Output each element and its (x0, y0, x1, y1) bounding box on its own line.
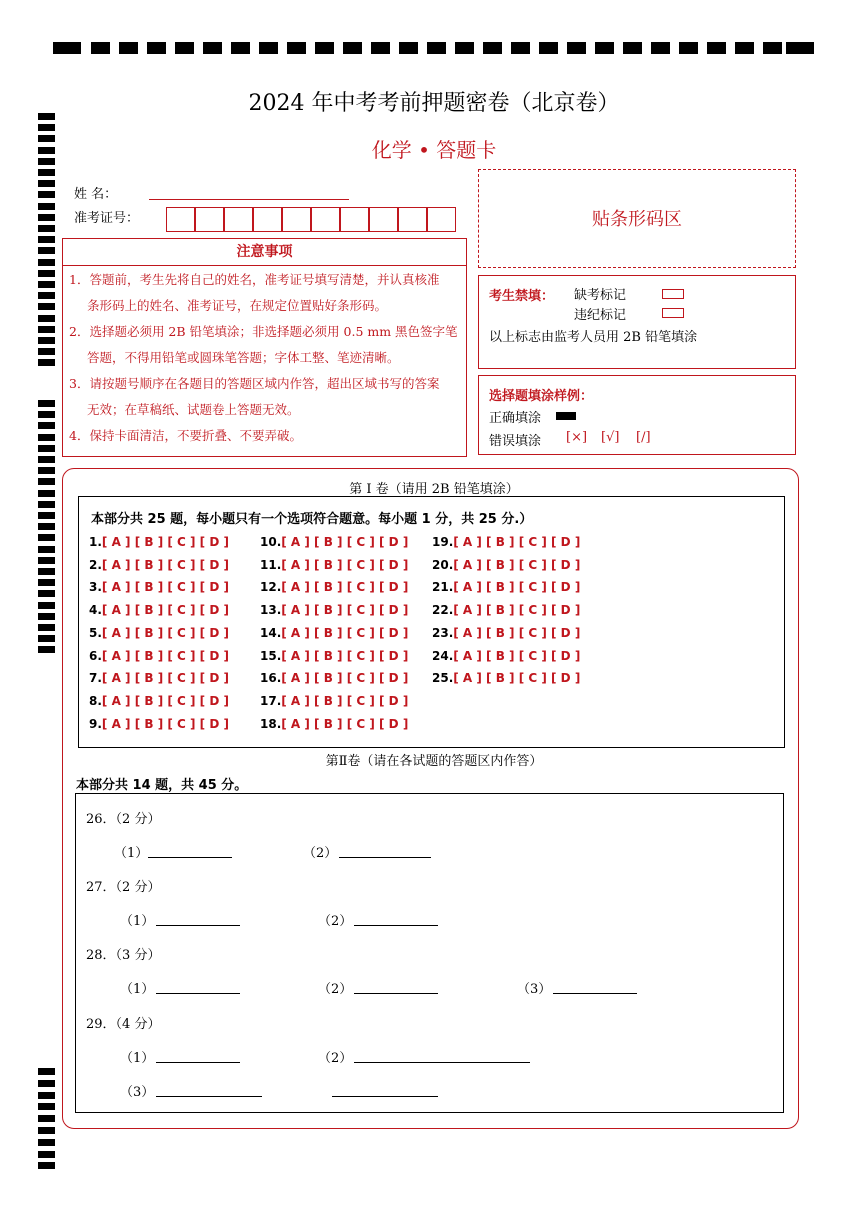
mcq-options[interactable]: [ A ] [ B ] [ C ] [ D ] (281, 603, 409, 618)
question-29-label: 29．（4 分） (86, 1017, 161, 1032)
wrong-mark-x: [×] (566, 430, 588, 445)
timing-mark (38, 270, 55, 277)
timing-mark (53, 42, 81, 54)
mcq-number: 4. (89, 603, 102, 618)
timing-mark (38, 124, 55, 131)
timing-mark (38, 434, 55, 441)
timing-mark (38, 546, 55, 553)
wrong-fill-label: 错误填涂 (489, 434, 542, 449)
notes-item: 2．选择题必须用 2B 铅笔填涂；非选择题必须用 0.5 mm 黑色签字笔 (69, 324, 458, 339)
mcq-number: 16. (260, 671, 282, 686)
timing-mark (786, 42, 814, 54)
timing-mark (38, 523, 55, 530)
q28-answer-3[interactable] (553, 993, 637, 994)
timing-mark (38, 646, 55, 653)
timing-mark (38, 1162, 55, 1169)
mcq-item[interactable] (260, 603, 408, 617)
exam-number-cell[interactable] (224, 207, 253, 232)
timing-mark (371, 42, 390, 54)
timing-mark (38, 590, 55, 597)
timing-mark (119, 42, 138, 54)
timing-mark (511, 42, 530, 54)
notes-item: 答题，不得用铅笔或圆珠笔答题；字体工整、笔迹清晰。 (87, 350, 400, 365)
timing-mark (231, 42, 250, 54)
timing-mark (38, 501, 55, 508)
timing-mark (38, 1127, 55, 1134)
timing-mark (38, 1115, 55, 1122)
timing-mark (763, 42, 782, 54)
q26-answer-2[interactable] (339, 857, 431, 858)
absent-mark-label: 缺考标记 (574, 288, 627, 303)
mcq-options[interactable]: [ A ] [ B ] [ C ] [ D ] (101, 603, 229, 618)
timing-mark (38, 534, 55, 541)
barcode-label: 贴条形码区 (592, 209, 682, 230)
mcq-number: 13. (260, 603, 282, 618)
exam-number-cell[interactable] (195, 207, 224, 232)
timing-mark (567, 42, 586, 54)
mcq-number: 18. (260, 716, 282, 731)
correct-fill-label: 正确填涂 (489, 411, 542, 426)
prohibited-label: 考生禁填： (489, 289, 555, 304)
mcq-item[interactable] (432, 649, 580, 663)
notes-list (69, 267, 458, 449)
mcq-options[interactable]: [ A ] [ B ] [ C ] [ D ] (453, 580, 581, 595)
mcq-number: 23. (432, 625, 454, 640)
mcq-number: 22. (432, 603, 454, 618)
mcq-number: 8. (89, 693, 102, 708)
timing-mark (91, 42, 110, 54)
part2-box (75, 793, 784, 1113)
timing-mark (427, 42, 446, 54)
q28-sub2-label: （2） (318, 982, 353, 997)
timing-mark (38, 303, 55, 310)
page-title: 2024 年中考考前押题密卷（北京卷） (248, 91, 620, 116)
timing-mark (38, 225, 55, 232)
mcq-item[interactable] (432, 626, 580, 640)
timing-mark (623, 42, 642, 54)
mcq-number: 5. (89, 625, 102, 640)
mcq-item[interactable] (89, 535, 229, 549)
mcq-number: 20. (432, 557, 454, 572)
wrong-mark-slash: [/] (636, 430, 651, 445)
timing-mark (483, 42, 502, 54)
mcq-item[interactable] (89, 580, 229, 594)
mcq-options[interactable]: [ A ] [ B ] [ C ] [ D ] (101, 648, 229, 663)
q28-answer-1[interactable] (156, 993, 240, 994)
timing-mark (38, 579, 55, 586)
mcq-number: 2. (89, 557, 102, 572)
top-timing-marks (53, 42, 815, 54)
mcq-item[interactable] (89, 694, 229, 708)
timing-mark (38, 203, 55, 210)
notes-item: 3．请按题号顺序在各题目的答题区域内作答，超出区域书写的答案 (69, 376, 440, 391)
q26-answer-1[interactable] (148, 857, 232, 858)
mcq-options[interactable]: [ A ] [ B ] [ C ] [ D ] (453, 625, 581, 640)
mcq-options[interactable]: [ A ] [ B ] [ C ] [ D ] (101, 693, 229, 708)
part2-instruction: 本部分共 14 题，共 45 分。 (76, 778, 248, 793)
part1-box (78, 496, 785, 748)
mcq-number: 24. (432, 648, 454, 663)
q26-sub2-label: （2） (303, 846, 338, 861)
mcq-number: 7. (89, 671, 102, 686)
timing-mark (707, 42, 726, 54)
mcq-options[interactable]: [ A ] [ B ] [ C ] [ D ] (101, 671, 229, 686)
barcode-area (478, 169, 796, 268)
mcq-item[interactable] (89, 603, 229, 617)
notes-item: 条形码上的姓名、准考证号，在规定位置贴好条形码。 (87, 298, 388, 313)
mcq-options[interactable]: [ A ] [ B ] [ C ] [ D ] (281, 693, 409, 708)
timing-mark (38, 422, 55, 429)
violation-mark-label: 违纪标记 (574, 308, 627, 323)
wrong-mark-check: [√] (601, 430, 620, 445)
question-28-label: 28．（3 分） (86, 948, 161, 963)
q29-sub3-label: （3） (120, 1085, 155, 1100)
mcq-item[interactable] (432, 580, 580, 594)
mcq-options[interactable]: [ A ] [ B ] [ C ] [ D ] (101, 716, 229, 731)
timing-mark (539, 42, 558, 54)
name-label: 姓 名： (74, 187, 118, 202)
exam-number-cell[interactable] (398, 207, 427, 232)
violation-mark-box[interactable] (662, 308, 684, 318)
timing-mark (38, 1139, 55, 1146)
timing-mark (38, 247, 55, 254)
mcq-number: 11. (260, 557, 282, 572)
timing-mark (399, 42, 418, 54)
mcq-options[interactable]: [ A ] [ B ] [ C ] [ D ] (453, 648, 581, 663)
timing-mark (38, 1103, 55, 1110)
mcq-options[interactable]: [ A ] [ B ] [ C ] [ D ] (101, 557, 229, 572)
q28-answer-2[interactable] (354, 993, 438, 994)
part2-heading: 第Ⅱ卷（请在各试题的答题区内作答） (325, 754, 543, 769)
prohibited-note: 以上标志由监考人员用 2B 铅笔填涂 (489, 330, 698, 345)
timing-mark (38, 1151, 55, 1158)
mcq-item[interactable] (89, 626, 229, 640)
timing-mark (287, 42, 306, 54)
timing-mark (147, 42, 166, 54)
mcq-number: 21. (432, 580, 454, 595)
mcq-item[interactable] (260, 649, 408, 663)
mcq-options[interactable]: [ A ] [ B ] [ C ] [ D ] (281, 557, 409, 572)
exam-number-cell[interactable] (340, 207, 369, 232)
timing-mark (38, 169, 55, 176)
q29-answer-3a[interactable] (156, 1096, 262, 1097)
notes-title: 注意事项 (63, 239, 466, 266)
q29-sub1-label: （1） (120, 1051, 155, 1066)
mcq-item[interactable] (260, 671, 408, 685)
mcq-number: 17. (260, 693, 282, 708)
mcq-options[interactable]: [ A ] [ B ] [ C ] [ D ] (281, 671, 409, 686)
mcq-number: 3. (89, 580, 102, 595)
exam-number-cell[interactable] (311, 207, 340, 232)
mcq-options[interactable]: [ A ] [ B ] [ C ] [ D ] (281, 580, 409, 595)
timing-mark (38, 326, 55, 333)
mcq-number: 19. (432, 535, 454, 549)
timing-mark (175, 42, 194, 54)
timing-mark (455, 42, 474, 54)
timing-mark (315, 42, 334, 54)
mcq-number: 9. (89, 716, 102, 731)
timing-mark (38, 236, 55, 243)
timing-mark (38, 613, 55, 620)
timing-mark (38, 400, 55, 407)
timing-mark (735, 42, 754, 54)
name-field[interactable] (149, 199, 349, 200)
q29-answer-3b[interactable] (332, 1096, 438, 1097)
notes-item: 4．保持卡面清洁，不要折叠、不要弄破。 (69, 428, 302, 443)
mcq-item[interactable] (260, 694, 408, 708)
mcq-options[interactable]: [ A ] [ B ] [ C ] [ D ] (101, 625, 229, 640)
mcq-number: 6. (89, 648, 102, 663)
notes-box (62, 238, 467, 457)
question-26-label: 26．（2 分） (86, 812, 161, 827)
timing-mark (38, 214, 55, 221)
timing-mark (38, 1092, 55, 1099)
mcq-options[interactable]: [ A ] [ B ] [ C ] [ D ] (453, 671, 581, 686)
timing-mark (38, 456, 55, 463)
part1-instruction: 本部分共 25 题，每小题只有一个选项符合题意。每小题 1 分，共 25 分.） (91, 512, 533, 527)
q27-answer-2[interactable] (354, 925, 438, 926)
exam-number-cell[interactable] (166, 207, 195, 232)
timing-mark (38, 467, 55, 474)
timing-mark (38, 1080, 55, 1087)
mcq-options[interactable]: [ A ] [ B ] [ C ] [ D ] (453, 603, 581, 618)
timing-mark (651, 42, 670, 54)
q29-answer-2[interactable] (354, 1062, 530, 1063)
timing-mark (38, 359, 55, 366)
timing-mark (38, 624, 55, 631)
q26-sub1-label: （1） (114, 846, 149, 861)
absent-mark-box[interactable] (662, 289, 684, 299)
mcq-number: 15. (260, 648, 282, 663)
timing-mark (259, 42, 278, 54)
mcq-options[interactable]: [ A ] [ B ] [ C ] [ D ] (281, 535, 409, 549)
mcq-number: 25. (432, 671, 454, 686)
timing-mark (38, 411, 55, 418)
notes-item: 1．答题前，考生先将自己的姓名，准考证号填写清楚，并认真核准 (69, 272, 440, 287)
sample-box (478, 375, 796, 455)
exam-number-cell[interactable] (369, 207, 398, 232)
mcq-item[interactable] (432, 603, 580, 617)
timing-mark (679, 42, 698, 54)
mcq-number: 1. (89, 535, 102, 549)
mcq-item[interactable] (260, 535, 408, 549)
mcq-options[interactable]: [ A ] [ B ] [ C ] [ D ] (281, 648, 409, 663)
exam-number-cell[interactable] (427, 207, 456, 232)
q28-sub3-label: （3） (517, 982, 552, 997)
mcq-options[interactable]: [ A ] [ B ] [ C ] [ D ] (101, 535, 229, 549)
mcq-item[interactable] (89, 671, 229, 685)
timing-mark (38, 259, 55, 266)
timing-mark (343, 42, 362, 54)
exam-number-label: 准考证号： (74, 211, 140, 226)
exam-number-cell[interactable] (253, 207, 282, 232)
part1-heading: 第 I 卷（请用 2B 铅笔填涂） (349, 482, 519, 497)
mcq-item[interactable] (432, 535, 580, 549)
timing-mark (38, 315, 55, 322)
timing-mark (38, 180, 55, 187)
question-27-label: 27．（2 分） (86, 880, 161, 895)
notes-item: 无效；在草稿纸、试题卷上答题无效。 (87, 402, 300, 417)
mcq-options[interactable]: [ A ] [ B ] [ C ] [ D ] (281, 625, 409, 640)
q27-sub2-label: （2） (318, 914, 353, 929)
timing-mark (38, 568, 55, 575)
prohibited-box (478, 275, 796, 369)
mcq-options[interactable]: [ A ] [ B ] [ C ] [ D ] (453, 535, 581, 549)
timing-mark (38, 557, 55, 564)
q29-answer-1[interactable] (156, 1062, 240, 1063)
mcq-item[interactable] (89, 558, 229, 572)
q27-answer-1[interactable] (156, 925, 240, 926)
mcq-options[interactable]: [ A ] [ B ] [ C ] [ D ] (101, 580, 229, 595)
timing-mark (38, 337, 55, 344)
mcq-item[interactable] (260, 717, 408, 731)
timing-mark (38, 602, 55, 609)
mcq-options[interactable]: [ A ] [ B ] [ C ] [ D ] (453, 557, 581, 572)
mcq-options[interactable]: [ A ] [ B ] [ C ] [ D ] (281, 716, 409, 731)
mcq-item[interactable] (89, 717, 229, 731)
timing-mark (38, 281, 55, 288)
mcq-item[interactable] (89, 649, 229, 663)
mcq-number: 10. (260, 535, 282, 549)
sample-title: 选择题填涂样例： (489, 389, 594, 404)
mcq-item[interactable] (260, 626, 408, 640)
mcq-number: 14. (260, 625, 282, 640)
mcq-item[interactable] (432, 671, 580, 685)
timing-mark (203, 42, 222, 54)
exam-number-cell[interactable] (282, 207, 311, 232)
timing-mark (38, 348, 55, 355)
timing-mark (38, 1068, 55, 1075)
mcq-item[interactable] (432, 558, 580, 572)
page-subtitle: 化学 • 答题卡 (371, 138, 497, 162)
mcq-number: 12. (260, 580, 282, 595)
timing-mark (38, 445, 55, 452)
timing-mark (38, 635, 55, 642)
q29-sub2-label: （2） (318, 1051, 353, 1066)
timing-mark (595, 42, 614, 54)
timing-mark (38, 191, 55, 198)
timing-mark (38, 292, 55, 299)
timing-mark (38, 512, 55, 519)
mcq-item[interactable] (260, 580, 408, 594)
q28-sub1-label: （1） (120, 982, 155, 997)
q27-sub1-label: （1） (120, 914, 155, 929)
mcq-item[interactable] (260, 558, 408, 572)
correct-fill-mark (556, 412, 576, 420)
